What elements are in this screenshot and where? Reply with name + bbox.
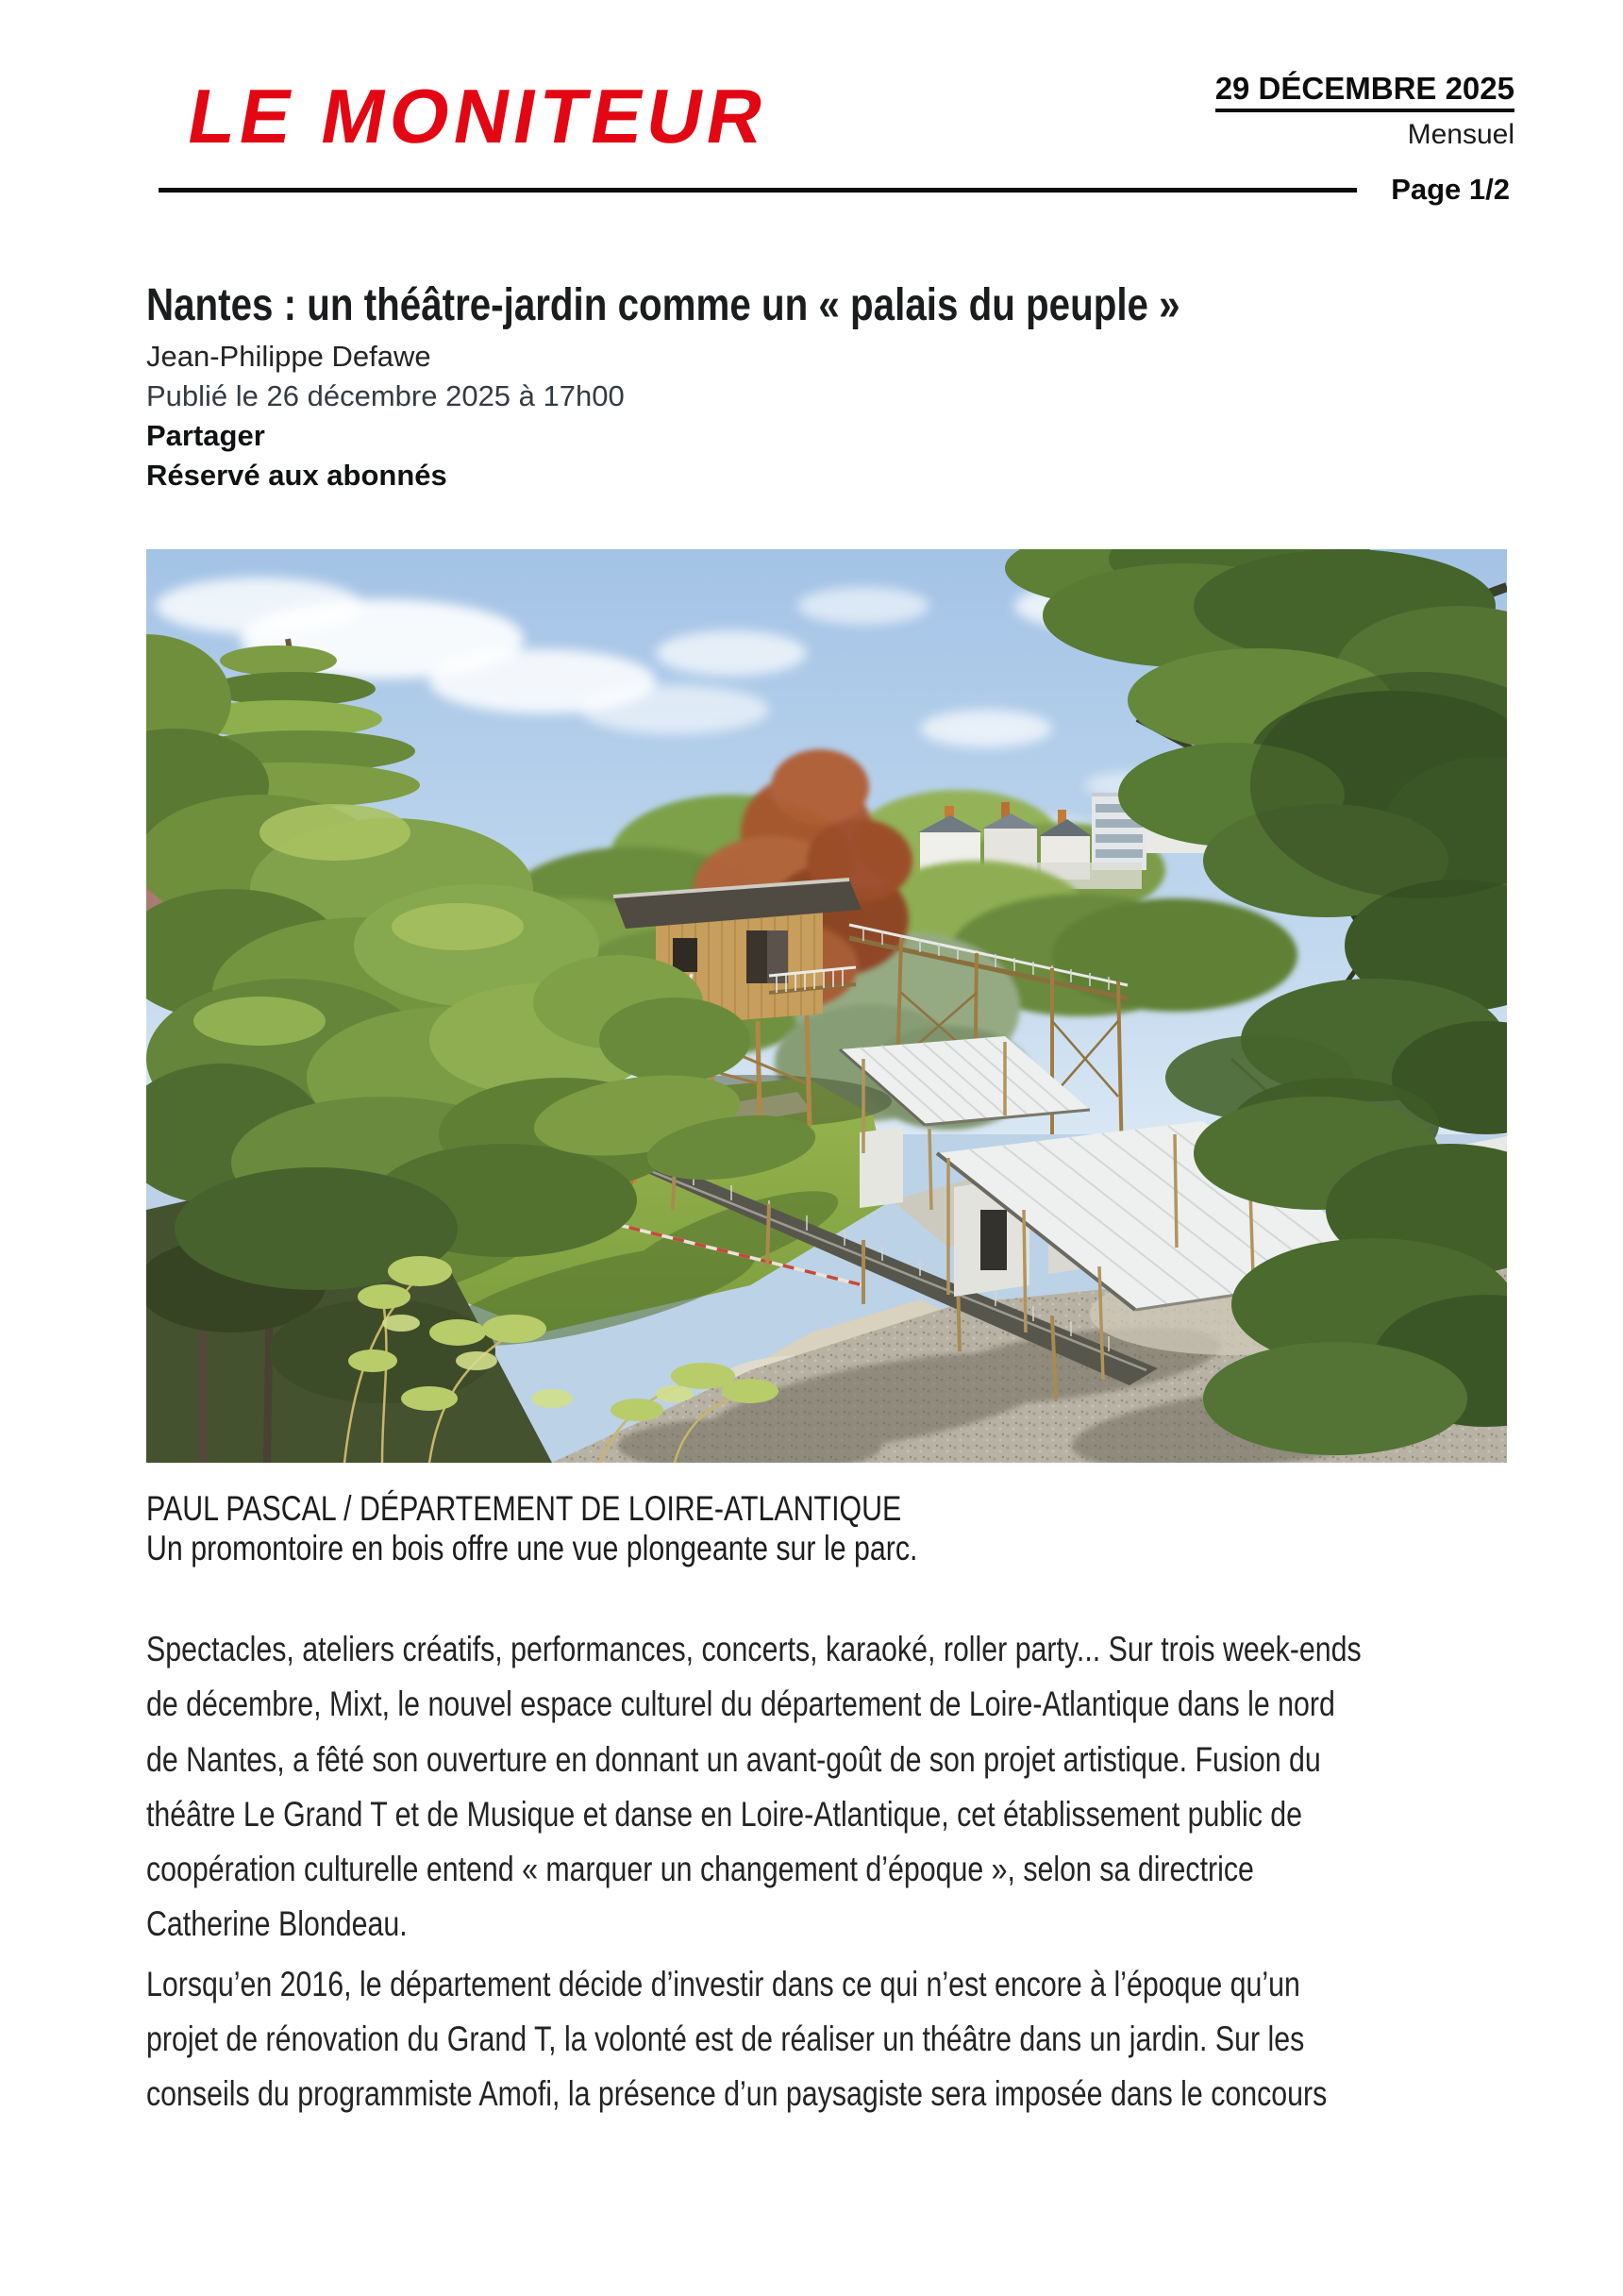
text-line: Lorsqu’en 2016, le département décide d’investir dans ce qui n’est encore à l’époque qu’un	[146, 1964, 1300, 2003]
issue-frequency: Mensuel	[1407, 119, 1514, 151]
photo-caption-block	[146, 1489, 1087, 1568]
text-line: de décembre, Mixt, le nouvel espace culturel du département de Loire-Atlantique dans le nord	[146, 1684, 1335, 1724]
photo-caption: Un promontoire en bois offre une vue plongeante sur le parc.	[146, 1529, 918, 1567]
divider-rule	[159, 188, 1357, 193]
text-line: conseils du programmiste Amofi, la présence d’un paysagiste sera imposée dans le concours	[146, 2074, 1328, 2114]
article-author: Jean-Philippe Defawe	[146, 340, 431, 373]
share-label[interactable]: Partager	[146, 419, 265, 452]
article-photo	[146, 549, 1507, 1463]
text-line: Catherine Blondeau.	[146, 1904, 408, 1944]
publish-date: Publié le 26 décembre 2025 à 17h00	[146, 379, 625, 412]
issue-date: 29 DÉCEMBRE 2025	[1215, 72, 1514, 112]
text-line: de Nantes, a fêté son ouverture en donnant un avant-goût de son projet artistique. Fusion du	[146, 1739, 1321, 1779]
park-scene	[146, 549, 1507, 1463]
issue-info	[1215, 72, 1514, 150]
page-indicator: Page 1/2	[1391, 173, 1510, 206]
text-line: théâtre Le Grand T et de Musique et danse en Loire-Atlantique, cet établissement public de	[146, 1794, 1303, 1834]
text-line: coopération culturelle entend « marquer un changement d’époque », selon sa directrice	[146, 1850, 1254, 1889]
publication-logo: LE MONITEUR	[181, 75, 776, 159]
article-meta	[146, 337, 625, 495]
subscribers-only-label: Réservé aux abonnés	[146, 459, 447, 492]
article-body	[146, 1622, 1623, 2122]
text-line: Spectacles, ateliers créatifs, performances, concerts, karaoké, roller party... Sur trois week-ends	[146, 1630, 1362, 1668]
text-line: projet de rénovation du Grand T, la volonté est de réaliser un théâtre dans un jardin. Sur les	[146, 2019, 1305, 2059]
paragraph	[146, 1957, 1623, 2122]
paragraph	[146, 1622, 1623, 1952]
photo-credit: PAUL PASCAL / DÉPARTEMENT DE LOIRE-ATLANTIQUE	[146, 1489, 902, 1528]
article-title: Nantes : un théâtre-jardin comme un « palais du peuple »	[146, 280, 1180, 330]
